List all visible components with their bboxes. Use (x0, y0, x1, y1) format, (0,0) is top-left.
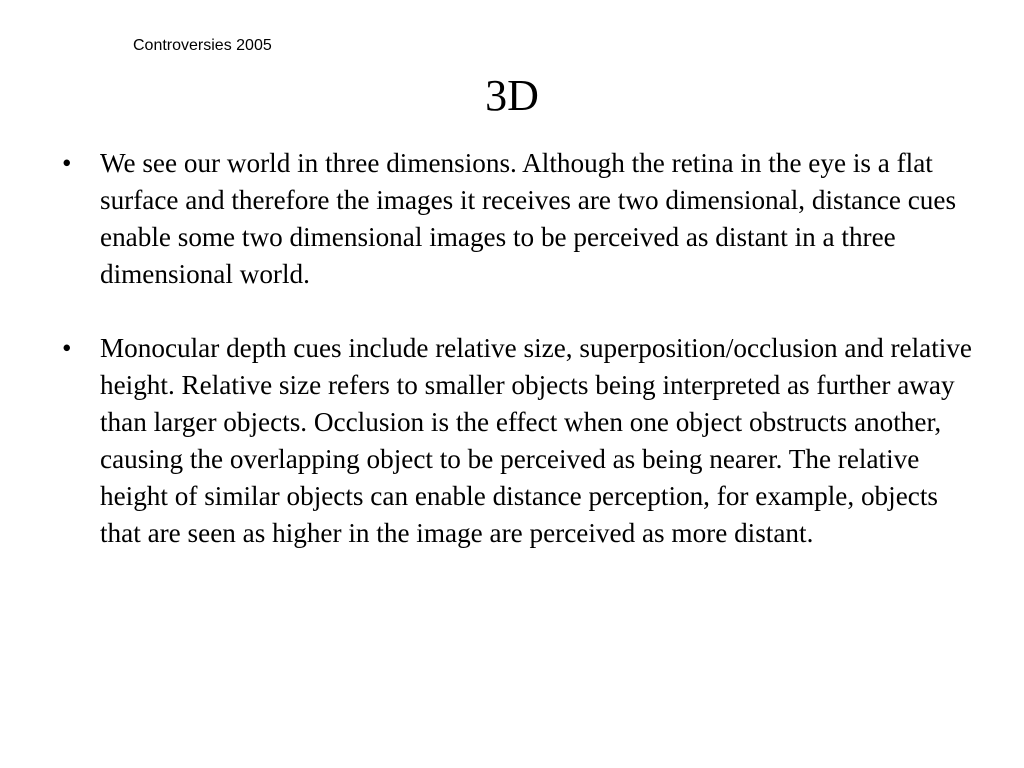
bullet-list (56, 145, 976, 552)
slide-title: 3D (485, 71, 539, 120)
bullet-icon: • (62, 333, 72, 363)
bullet-item (56, 330, 976, 552)
bullet-text: We see our world in three dimensions. Although the retina in the eye is a flat surface and therefore the images it receives are two dimensional, distance cues enable some two dimensional images to be perceived as distant in a three dimensional world. (100, 148, 957, 289)
bullet-text: Monocular depth cues include relative size, superposition/occlusion and relative height. Relative size refers to smaller objects being interpreted as further away than larger objects. Occlusion is the effect when one object obstructs another, causing the overlapping object to be perceived as being nearer. The relative height of similar objects can enable distance perception, for example, objects that are seen as higher in the image are perceived as more distant. (100, 333, 972, 548)
bullet-icon: • (62, 148, 72, 178)
bullet-item (56, 145, 976, 293)
header-note: Controversies 2005 (133, 37, 272, 54)
